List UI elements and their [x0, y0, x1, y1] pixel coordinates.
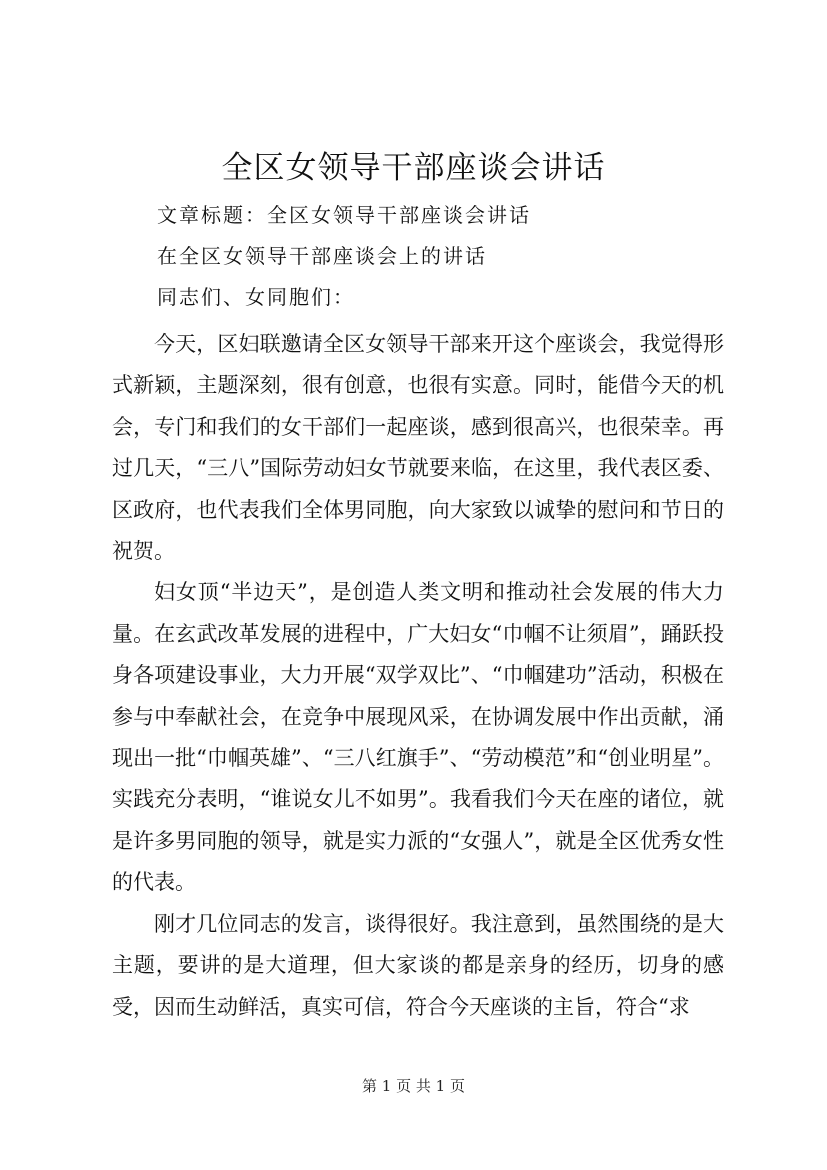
paragraph: 今天，区妇联邀请全区女领导干部来开这个座谈会，我觉得形式新颖，主题深刻，很有创意，也很有实意。同时，能借今天的机会，专门和我们的女干部们一起座谈，感到很高兴，也很荣幸。再过几天，“三八”国际劳动妇女节就要来临，在这里，我代表区委、区政府，也代表我们全体男同胞，向大家致以诚挚的慰问和节日的祝贺。 — [112, 332, 724, 564]
paragraph: 妇女顶“半边天”，是创造人类文明和推动社会发展的伟大力量。在玄武改革发展的进程中，广大妇女“巾帼不让须眉”，踊跃投身各项建设事业，大力开展“双学双比”、“巾帼建功”活动，积极在参与中奉献社会，在竞争中展现风采，在协调发展中作出贡献，涌现出一批“巾帼英雄”、“三八红旗手”、“劳动模范”和“创业明星”。实践充分表明，“谁说女儿不如男”。我看我们今天在座的诸位，就是许多男同胞的领导，就是实力派的“女强人”，就是全区优秀女性的代表。 — [112, 580, 724, 895]
page-footer: 第 1 页 共 1 页 — [362, 1077, 465, 1095]
document-body — [112, 324, 724, 1028]
article-title-line: 文章标题：全区女领导干部座谈会讲话 — [157, 203, 531, 227]
speech-subtitle: 在全区女领导干部座谈会上的讲话 — [157, 244, 487, 268]
document-title: 全区女领导干部座谈会讲话 — [221, 150, 606, 186]
greeting-line: 同志们、女同胞们： — [157, 285, 355, 309]
paragraph: 刚才几位同志的发言，谈得很好。我注意到，虽然围绕的是大主题，要讲的是大道理，但大家谈的都是亲身的经历，切身的感受，因而生动鲜活，真实可信，符合今天座谈的主旨，符合“求 — [112, 911, 724, 1019]
